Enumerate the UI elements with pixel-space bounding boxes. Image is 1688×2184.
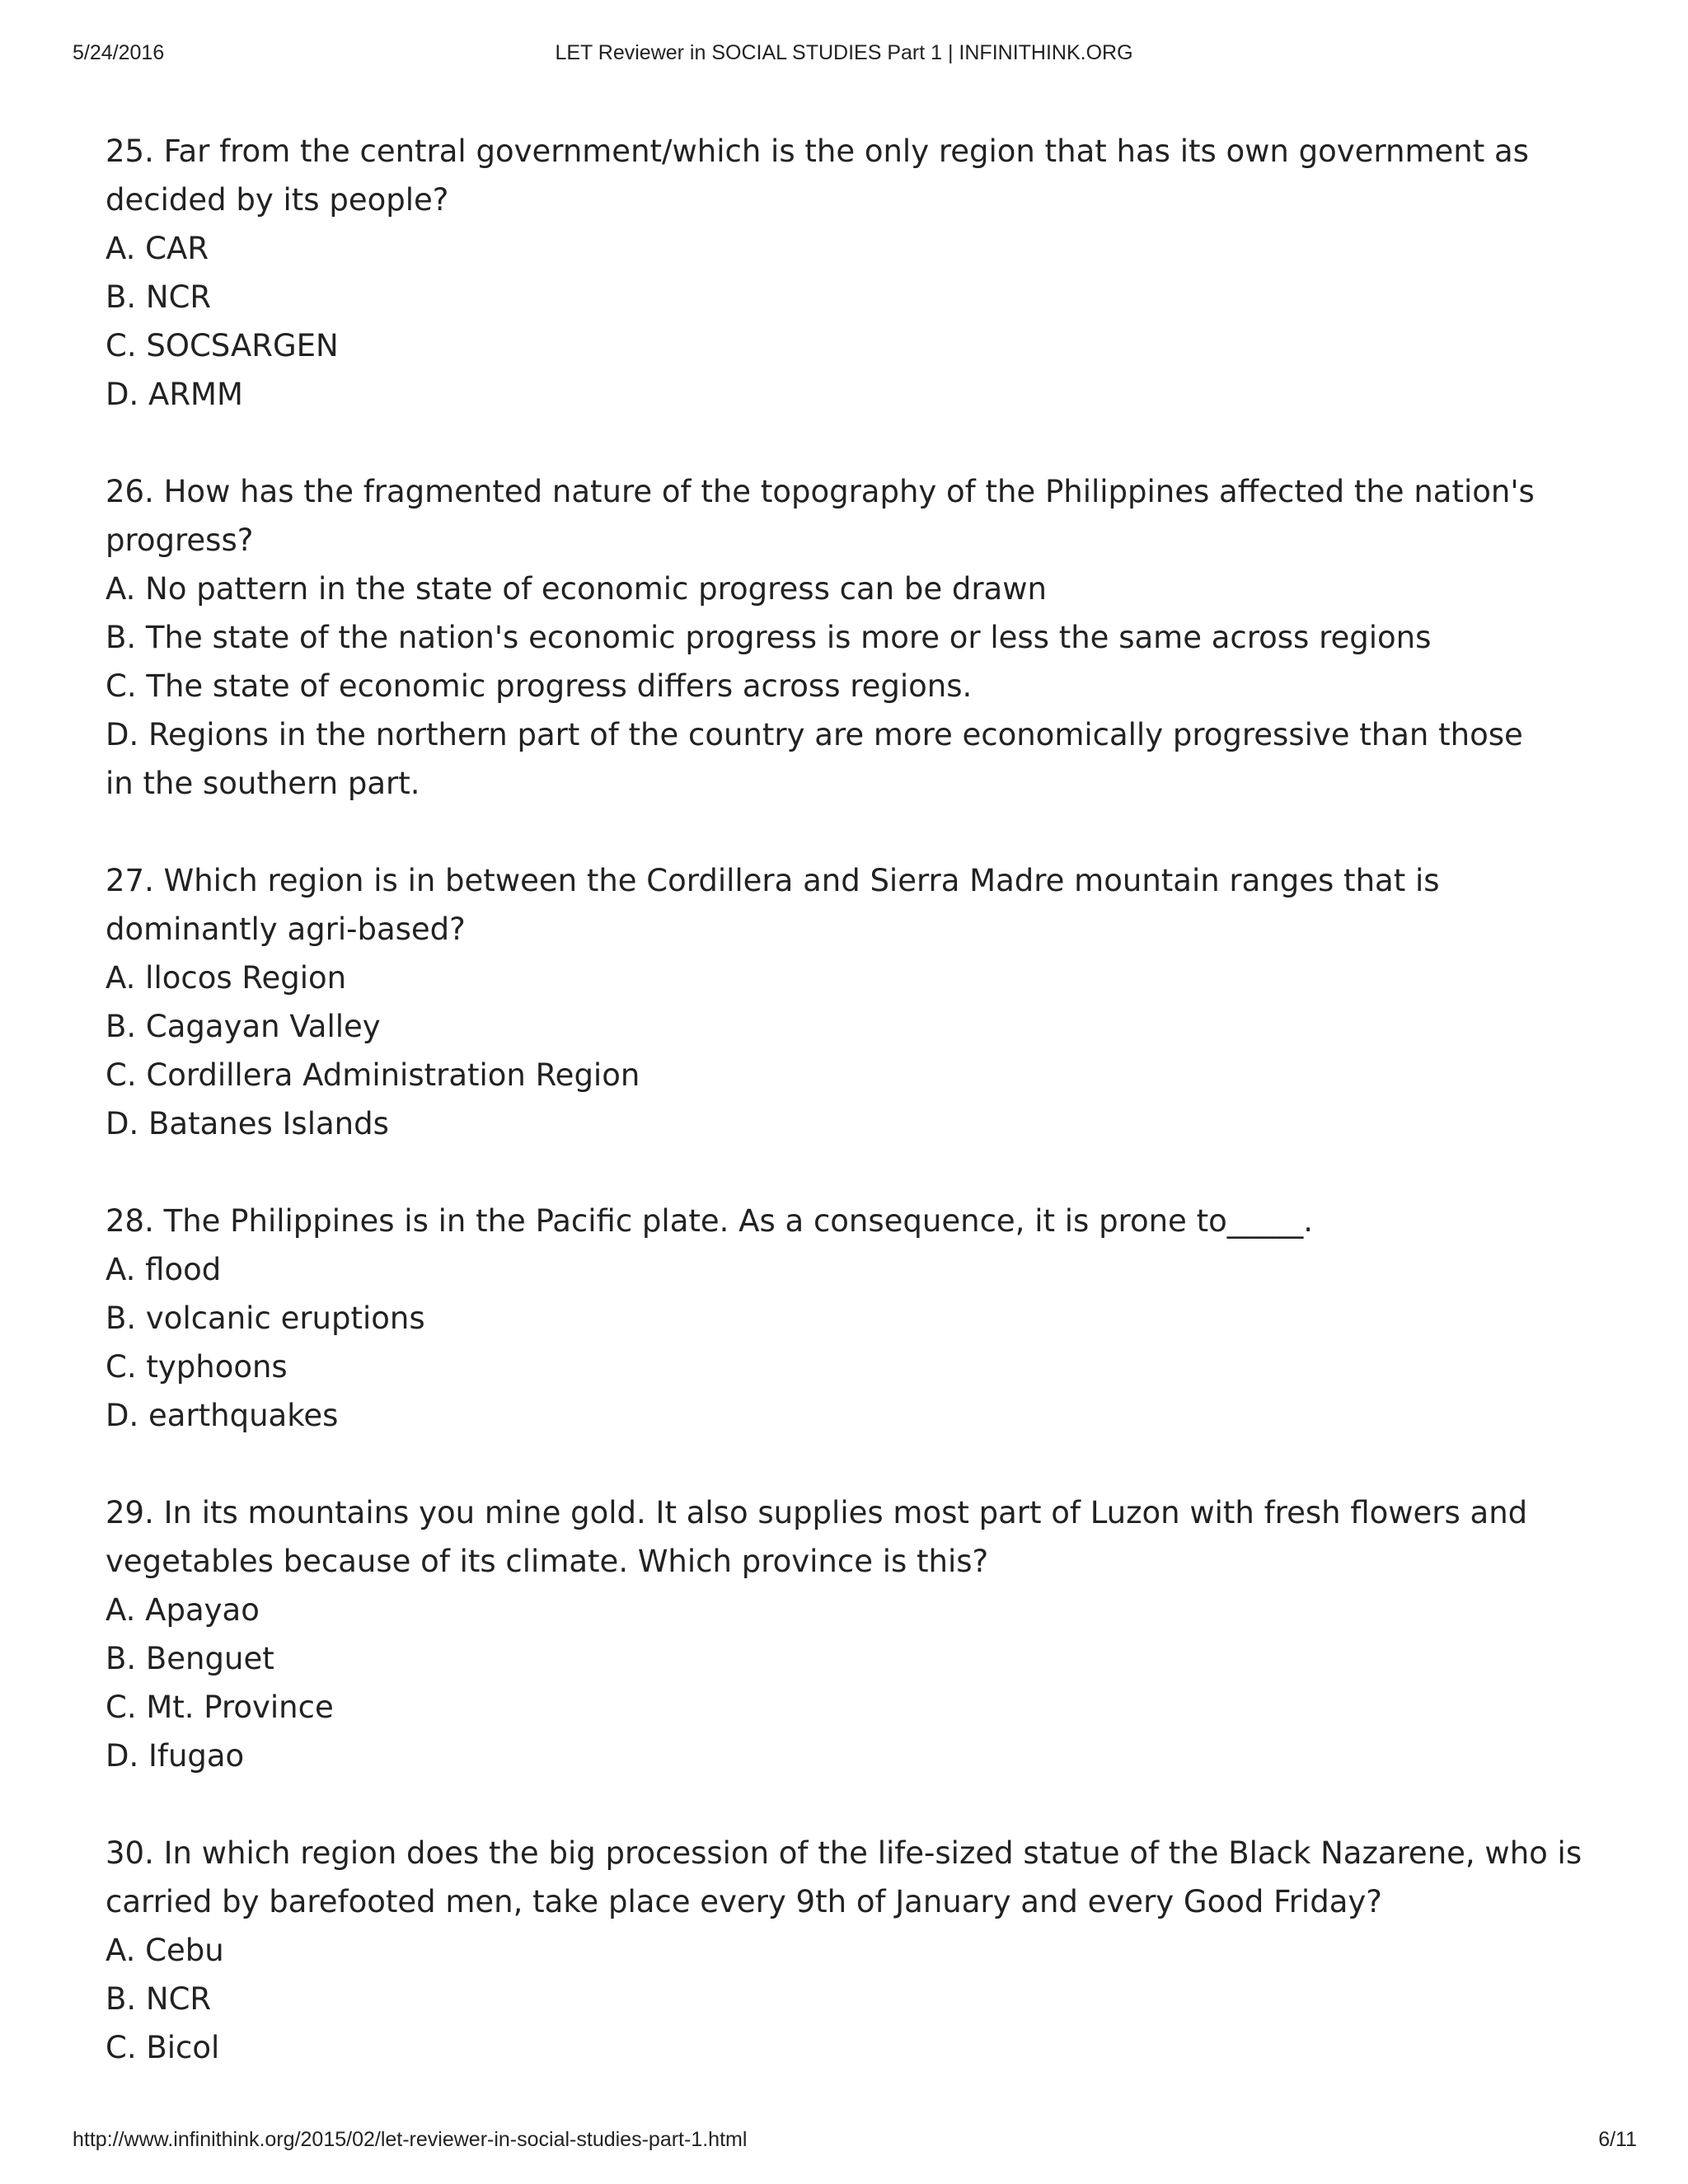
answer-option: A. llocos Region bbox=[106, 960, 347, 996]
answer-option: C. Bicol bbox=[106, 2030, 220, 2065]
answer-option: B. The state of the nation's economic progress is more or less the same across regions bbox=[106, 620, 1432, 655]
answer-option: A. Apayao bbox=[106, 1592, 260, 1628]
question-text: 25. Far from the central government/which is the only region that has its own government as decided by its people? bbox=[106, 134, 1529, 218]
answer-options bbox=[106, 1926, 1589, 2072]
answer-option: C. The state of economic progress differs across regions. bbox=[106, 668, 973, 704]
question-text: 28. The Philippines is in the Pacific plate. As a consequence, it is prone to_____. bbox=[106, 1203, 1313, 1239]
footer-page-number: 6/11 bbox=[1598, 2128, 1637, 2151]
answer-option: B. Cagayan Valley bbox=[106, 1009, 381, 1044]
answer-option: D. Regions in the northern part of the country are more economically progressive than those in the southern part. bbox=[106, 717, 1523, 801]
answer-option: A. CAR bbox=[106, 231, 209, 266]
question-26 bbox=[106, 467, 1589, 808]
answer-option: D. Batanes Islands bbox=[106, 1106, 389, 1141]
question-list bbox=[106, 127, 1589, 2072]
answer-options bbox=[106, 954, 1589, 1148]
answer-option: C. typhoons bbox=[106, 1349, 288, 1385]
footer-url: http://www.infinithink.org/2015/02/let-reviewer-in-social-studies-part-1.html bbox=[73, 2128, 748, 2151]
question-text: 29. In its mountains you mine gold. It also supplies most part of Luzon with fresh flowers and vegetables because of its climate. Which province is this? bbox=[106, 1495, 1528, 1579]
header-date: 5/24/2016 bbox=[73, 41, 165, 64]
question-text: 27. Which region is in between the Cordillera and Sierra Madre mountain ranges that is dominantly agri-based? bbox=[106, 863, 1440, 947]
answer-option: A. Cebu bbox=[106, 1933, 224, 1968]
answer-option: B. volcanic eruptions bbox=[106, 1301, 425, 1336]
answer-option: D. earthquakes bbox=[106, 1398, 339, 1433]
answer-option: A. flood bbox=[106, 1252, 222, 1287]
answer-option: B. NCR bbox=[106, 1981, 212, 2017]
question-27 bbox=[106, 856, 1589, 1148]
question-30 bbox=[106, 1829, 1589, 2072]
header-title: LET Reviewer in SOCIAL STUDIES Part 1 | INFINITHINK.ORG bbox=[555, 41, 1133, 64]
question-29 bbox=[106, 1488, 1589, 1780]
question-text: 30. In which region does the big procession of the life-sized statue of the Black Nazarene, who is carried by barefooted men, take place every 9th of January and every Good Friday? bbox=[106, 1835, 1582, 1919]
answer-option: B. NCR bbox=[106, 279, 212, 315]
question-text: 26. How has the fragmented nature of the topography of the Philippines affected the nation's progress? bbox=[106, 474, 1535, 558]
answer-options bbox=[106, 1586, 1589, 1780]
answer-options bbox=[106, 565, 1589, 808]
answer-option: C. Mt. Province bbox=[106, 1690, 334, 1725]
answer-option: C. Cordillera Administration Region bbox=[106, 1057, 640, 1093]
question-28 bbox=[106, 1197, 1589, 1440]
answer-option: D. Ifugao bbox=[106, 1738, 245, 1774]
answer-option: C. SOCSARGEN bbox=[106, 328, 339, 363]
answer-option: B. Benguet bbox=[106, 1641, 274, 1676]
answer-option: D. ARMM bbox=[106, 377, 243, 412]
answer-options bbox=[106, 1245, 1589, 1440]
question-25 bbox=[106, 127, 1589, 419]
answer-options bbox=[106, 224, 1589, 419]
answer-option: A. No pattern in the state of economic progress can be drawn bbox=[106, 571, 1047, 607]
